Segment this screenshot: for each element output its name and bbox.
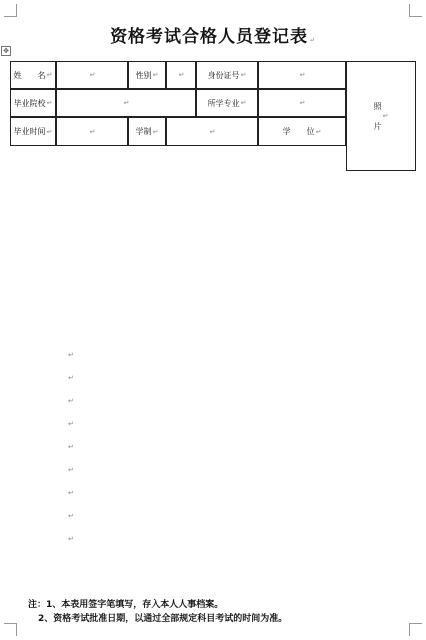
paragraph-mark: ↵ bbox=[240, 71, 247, 79]
paragraph-mark: ↵ bbox=[315, 127, 322, 136]
paragraph-mark: ↵ bbox=[89, 127, 96, 136]
paragraph-mark: ↵ bbox=[68, 374, 74, 382]
school-value[interactable] bbox=[56, 89, 196, 117]
major-label: 所学专业 ↵ bbox=[196, 89, 258, 117]
name-label: 姓 名 ↵ bbox=[10, 61, 56, 89]
paragraph-mark: ↵ bbox=[68, 420, 74, 428]
id-number-label: 身份证号 ↵ bbox=[196, 61, 258, 89]
paragraph-mark: ↵ bbox=[123, 99, 130, 107]
schooling-length-value[interactable] bbox=[166, 117, 258, 146]
page-title bbox=[0, 22, 426, 47]
paragraph-mark: ↵ bbox=[46, 99, 53, 107]
paragraph-mark: ↵ bbox=[68, 535, 74, 543]
paragraph-mark: ↵ bbox=[309, 36, 316, 44]
grad-time-label: 毕业时间 ↵ bbox=[10, 117, 56, 146]
footnote-1: 注：1、本表用签字笔填写，存入本人人事档案。 bbox=[28, 600, 224, 610]
paragraph-mark: ↵ bbox=[46, 71, 53, 79]
paragraph-mark: ↵ bbox=[152, 127, 159, 136]
paragraph-mark: ↵ bbox=[46, 127, 53, 136]
paragraph-mark: ↵ bbox=[178, 71, 185, 79]
major-value[interactable] bbox=[258, 89, 346, 117]
paragraph-marks-column bbox=[68, 351, 74, 558]
grad-time-value[interactable] bbox=[56, 117, 128, 146]
degree-label: 学 位 ↵ bbox=[258, 117, 346, 146]
paragraph-mark: ↵ bbox=[299, 99, 306, 107]
gender-label: 性别 ↵ bbox=[128, 61, 166, 89]
crop-mark-bottom-left bbox=[4, 623, 17, 636]
schooling-length-label: 学制 ↵ bbox=[128, 117, 166, 146]
name-value[interactable] bbox=[56, 61, 128, 89]
gender-value[interactable] bbox=[166, 61, 196, 89]
id-number-value[interactable] bbox=[258, 61, 346, 89]
paragraph-mark: ↵ bbox=[382, 112, 389, 120]
school-label: 毕业院校 ↵ bbox=[10, 89, 56, 117]
footnotes bbox=[28, 598, 287, 626]
paragraph-mark: ↵ bbox=[68, 443, 74, 451]
table-move-handle-icon[interactable]: ✥ bbox=[1, 46, 11, 56]
paragraph-mark: ↵ bbox=[68, 466, 74, 474]
page-title-text: 资格考试合格人员登记表 bbox=[110, 27, 309, 47]
paragraph-mark: ↵ bbox=[152, 71, 159, 79]
paragraph-mark: ↵ bbox=[240, 99, 247, 107]
paragraph-mark: ↵ bbox=[68, 351, 74, 359]
paragraph-mark: ↵ bbox=[68, 397, 74, 405]
crop-mark-top-left bbox=[4, 4, 17, 17]
paragraph-mark: ↵ bbox=[68, 512, 74, 520]
paragraph-mark: ↵ bbox=[299, 71, 306, 79]
photo-area: 照 片 ↵ bbox=[346, 61, 416, 171]
paragraph-mark: ↵ bbox=[68, 489, 74, 497]
paragraph-mark: ↵ bbox=[209, 127, 216, 136]
footnote-2: 2、资格考试批准日期，以通过全部规定科目考试的时间为准。 bbox=[38, 614, 288, 624]
crop-mark-bottom-right bbox=[409, 623, 422, 636]
crop-mark-top-right bbox=[409, 4, 422, 17]
paragraph-mark: ↵ bbox=[89, 71, 96, 79]
